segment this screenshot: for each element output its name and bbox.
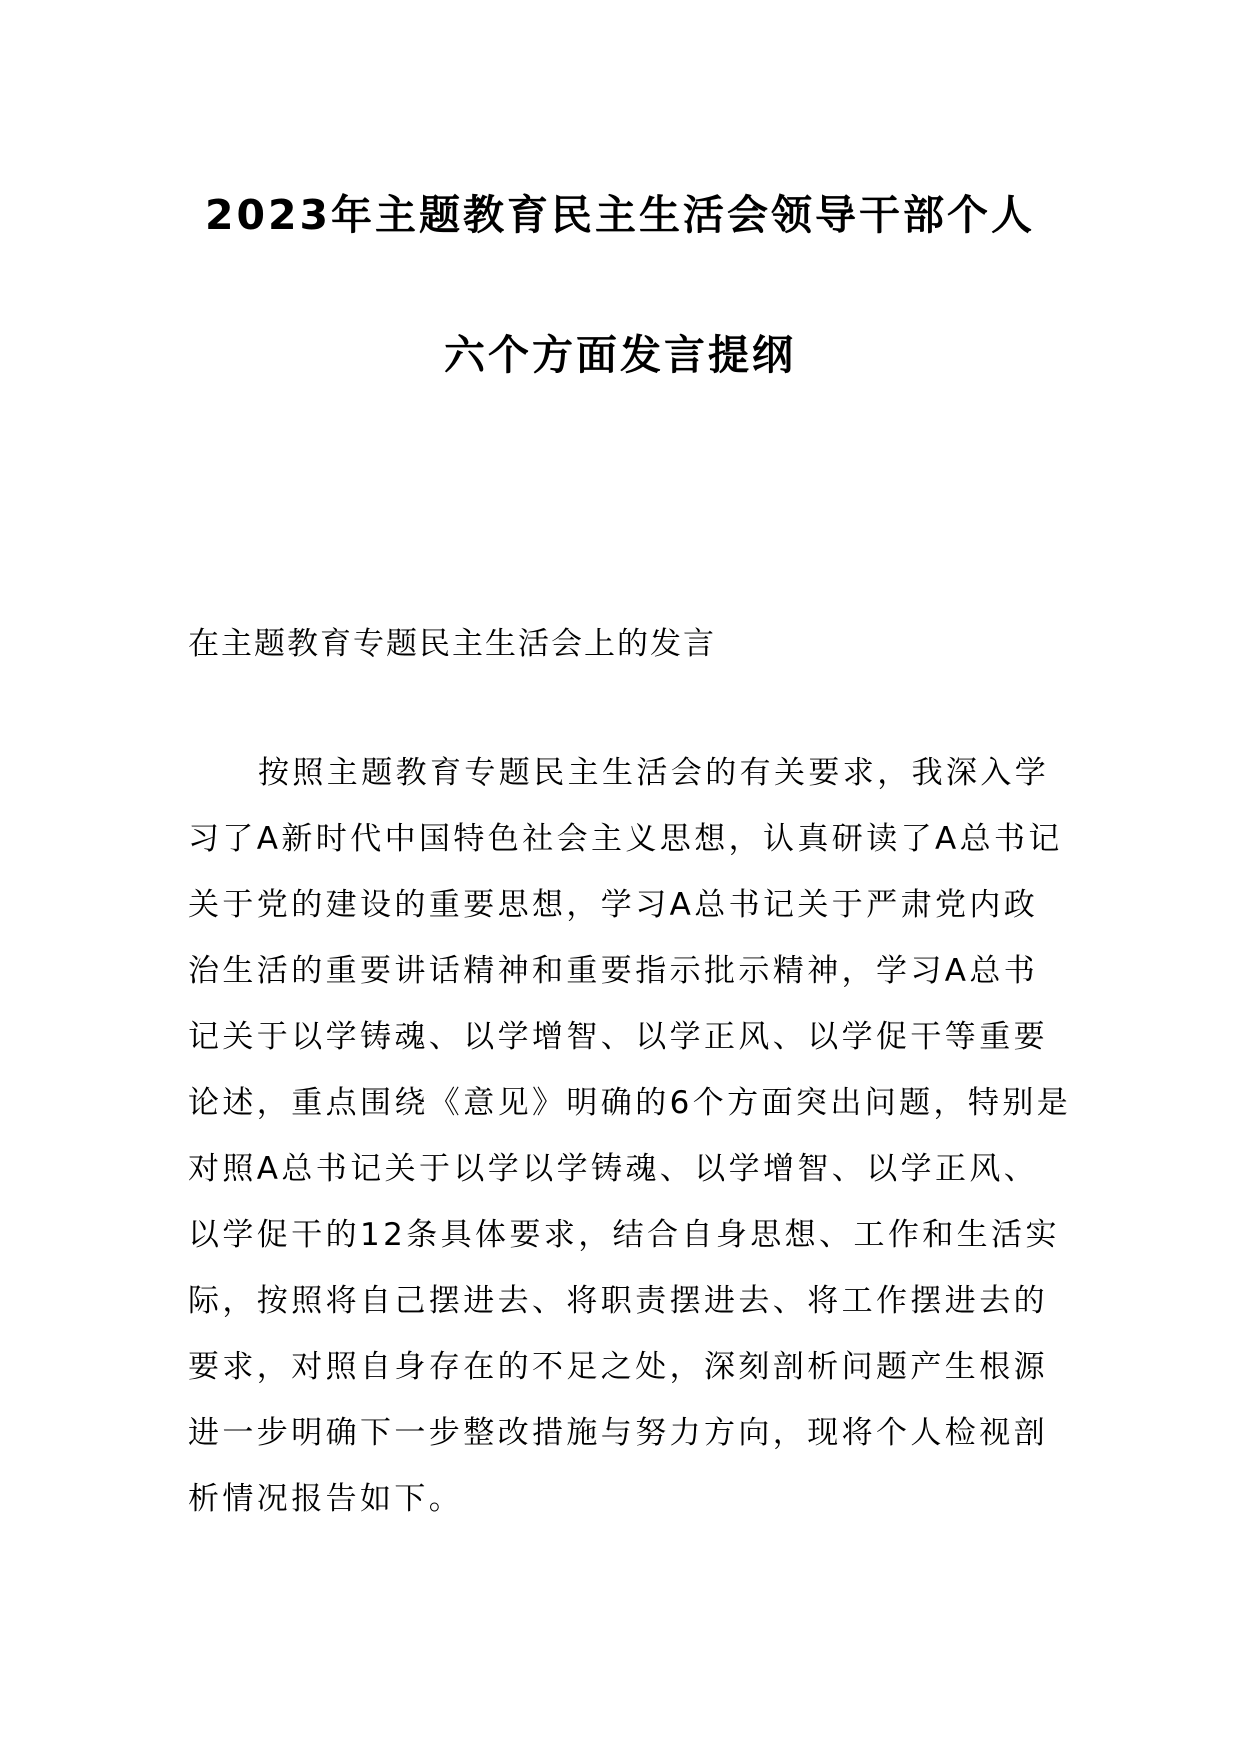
paragraph-line: 进一步明确下一步整改措施与努力方向，现将个人检视剖: [188, 1415, 1048, 1451]
paragraph-line: 要求，对照自身存在的不足之处，深刻剖析问题产生根源: [188, 1349, 1048, 1385]
paragraph-line: 析情况报告如下。: [188, 1481, 464, 1517]
paragraph-line: 际，按照将自己摆进去、将职责摆进去、将工作摆进去的: [188, 1283, 1048, 1319]
document-title-line-2: 六个方面发言提纲: [444, 331, 796, 379]
paragraph-line: 按照主题教育专题民主生活会的有关要求，我深入学: [258, 755, 1050, 791]
paragraph-line: 论述，重点围绕《意见》明确的6个方面突出问题，特别是: [188, 1085, 1072, 1121]
paragraph-line: 关于党的建设的重要思想，学习A总书记关于严肃党内政: [188, 887, 1039, 923]
paragraph-line: 治生活的重要讲话精神和重要指示批示精神，学习A总书: [188, 953, 1039, 989]
document-title-line-1: 2023年主题教育民主生活会领导干部个人: [204, 191, 1036, 239]
document-subtitle: 在主题教育专题民主生活会上的发言: [188, 626, 716, 662]
paragraph-line: 以学促干的12条具体要求，结合自身思想、工作和生活实: [188, 1217, 1060, 1253]
paragraph-line: 习了A新时代中国特色社会主义思想，认真研读了A总书记: [188, 821, 1063, 857]
body-paragraph: [188, 750, 1072, 1542]
paragraph-line: 记关于以学铸魂、以学增智、以学正风、以学促干等重要: [188, 1019, 1048, 1055]
paragraph-line: 对照A总书记关于以学以学铸魂、以学增智、以学正风、: [188, 1151, 1039, 1187]
